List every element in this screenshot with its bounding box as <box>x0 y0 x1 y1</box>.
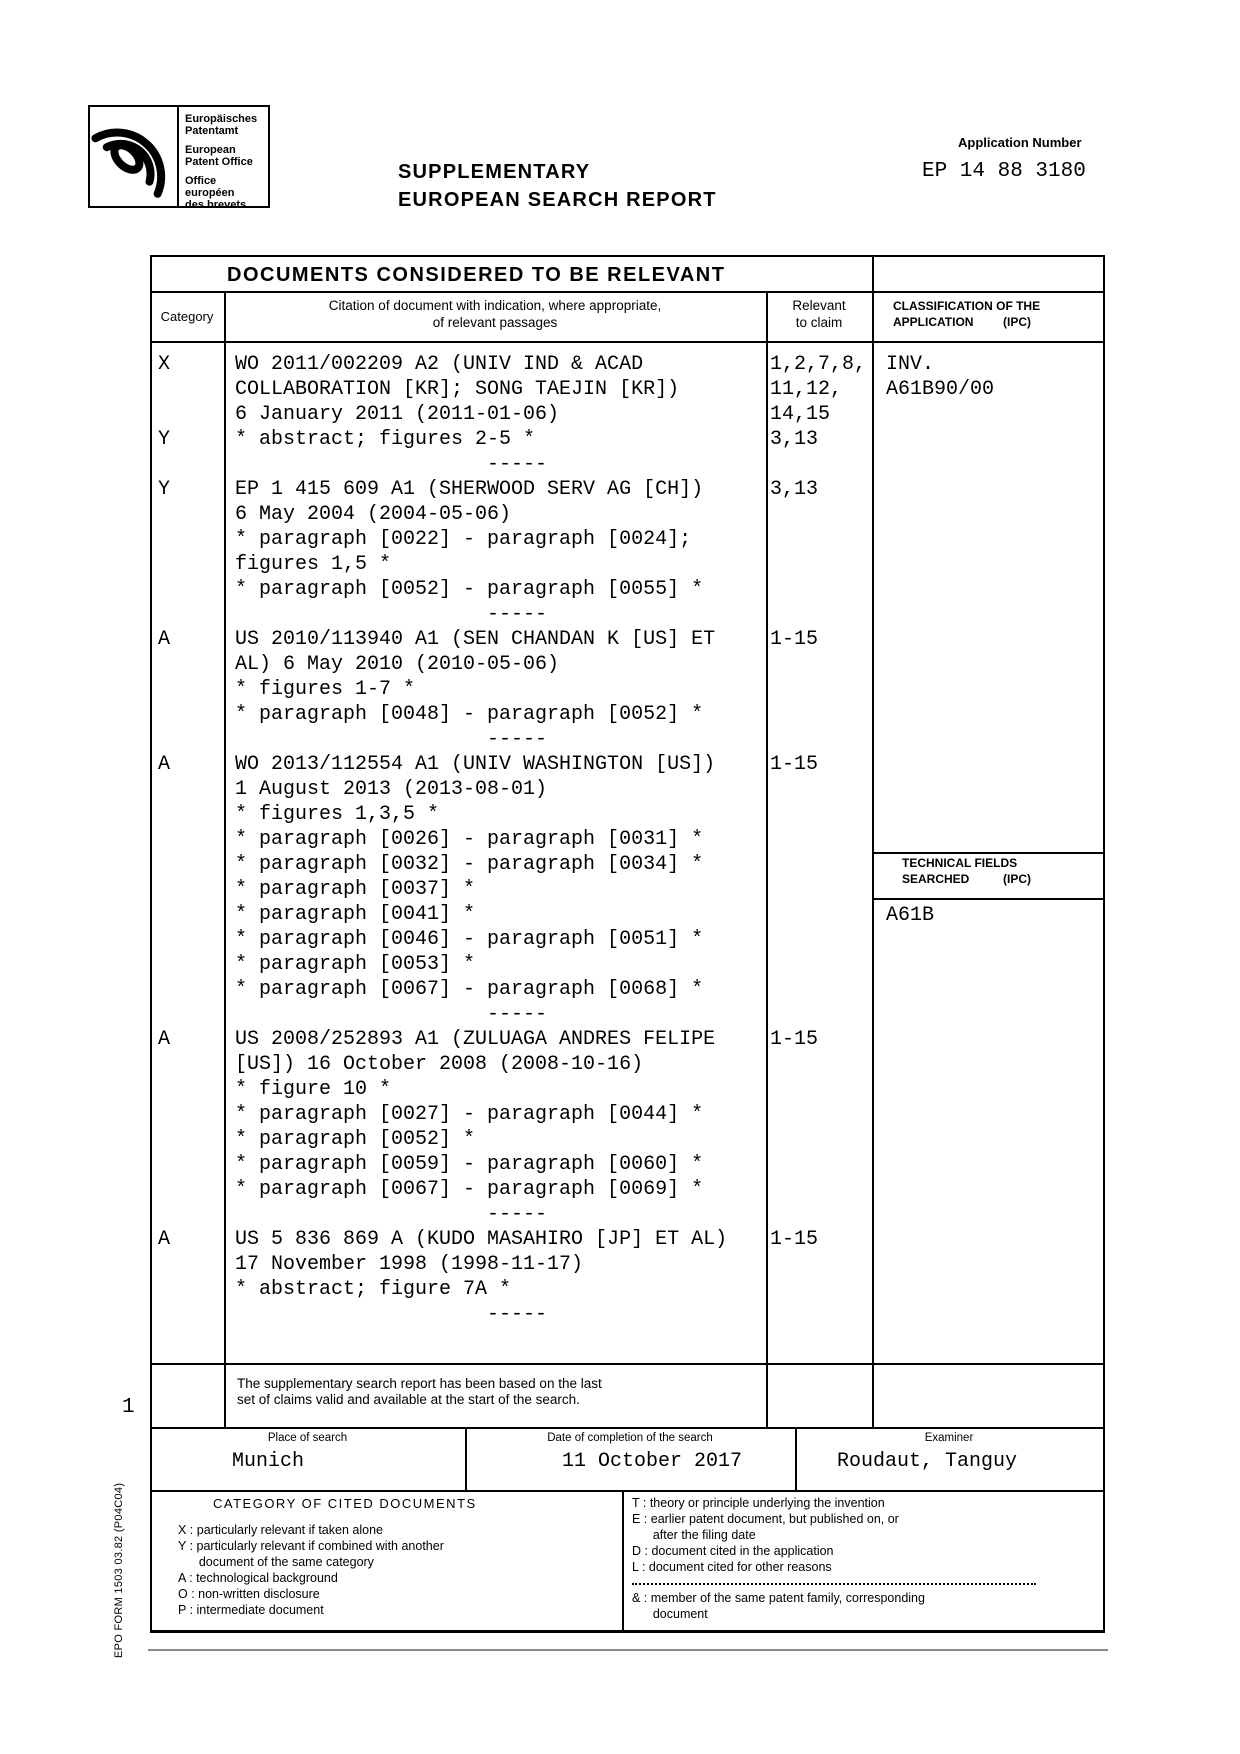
technical-fields-label-line1: TECHNICAL FIELDS <box>902 856 1018 870</box>
citation-header-line2: of relevant passages <box>432 315 558 330</box>
techfields-bottom-border <box>872 898 1105 900</box>
note-line1: The supplementary search report has been based on the last <box>237 1376 602 1391</box>
search-basis-note <box>237 1376 602 1408</box>
note-line2: set of claims valid and available at the start of the search. <box>237 1392 580 1407</box>
classification-column-border <box>872 255 874 1427</box>
epo-logo-icon <box>90 107 177 206</box>
examiner-value: Roudaut, Tanguy <box>837 1450 1018 1473</box>
legend-dotted-separator <box>632 1583 1036 1585</box>
date-of-completion-label: Date of completion of the search <box>547 1432 713 1444</box>
page-number: 1 <box>122 1396 135 1419</box>
category-column-header: Category <box>160 309 214 324</box>
relevant-header-line1: Relevant <box>792 298 846 313</box>
relevant-header-line2: to claim <box>795 315 843 330</box>
legend-right-list-bottom: & : member of the same patent family, corresponding document <box>632 1591 925 1621</box>
table-title: DOCUMENTS CONSIDERED TO BE RELEVANT <box>227 264 726 286</box>
technical-fields-label-ipc: (IPC) <box>1003 872 1031 886</box>
legend-right-list-top: T : theory or principle underlying the invention E : earlier patent document, but published on, or after the filing date D : document cited in the application L : document cited for other reasons <box>632 1496 899 1574</box>
footer-row-top-border <box>150 1427 1105 1429</box>
claims-column-border <box>766 291 768 1427</box>
relevant-column-header <box>766 297 872 331</box>
legend-column-separator <box>622 1490 624 1632</box>
epo-logo-labels: Europäisches Patentamt European Patent Office Office européen des brevets <box>185 113 258 211</box>
table-left-border <box>150 255 152 1633</box>
claims-column: 1,2,7,8, 11,12, 14,15 3,13 3,13 1-15 1-15 1-15 1-15 <box>770 353 867 1251</box>
classification-header-line1: CLASSIFICATION OF THE <box>893 299 1041 313</box>
table-bottom-border <box>150 1630 1105 1633</box>
table-right-border <box>1103 255 1105 1633</box>
place-of-search-value: Munich <box>232 1450 305 1473</box>
legend-left-list: X : particularly relevant if taken alone Y : particularly relevant if combined with another document of the same category A : technological background O : non-written disclosure P : intermediate document <box>178 1523 444 1617</box>
classification-header-ipc: (IPC) <box>1003 315 1031 329</box>
logo-divider <box>177 107 179 206</box>
date-of-completion-value: 11 October 2017 <box>562 1450 743 1473</box>
note-row-top-border <box>150 1363 1105 1365</box>
techfields-top-border <box>872 852 1105 854</box>
classification-column: INV. A61B90/00 <box>886 353 995 401</box>
table-top-border <box>150 255 1105 257</box>
citation-column: WO 2011/002209 A2 (UNIV IND & ACAD COLLABORATION [KR]; SONG TAEJIN [KR]) 6 January 2011 (2011-01-06) * abstract; figures 2-5 * ----- EP 1 415 609 A1 (SHERWOOD SERV AG [CH]) 6 May 2004 (2004-05-06) * paragraph [0022] - paragraph [0024]; figures 1,5 * * paragraph [0052] - paragraph [0055] * ----- US 2010/113940 A1 (SEN CHANDAN K [US] ET AL) 6 May 2010 (2010-05-06) * figures 1-7 * * paragraph [0048] - paragraph [0052] * ----- WO 2013/112554 A1 (UNIV WASHINGTON [US]) 1 August 2013 (2013-08-01) * figures 1,3,5 * * paragraph [0026] - paragraph [0031] * * paragraph [0032] - paragraph [0034] * * paragraph [0037] * * paragraph [0041] * * paragraph [0046] - paragraph [0051] * * paragraph [0053] * * paragraph [0067] - paragraph [0068] * ----- US 2008/252893 A1 (ZULUAGA ANDRES FELIPE [US]) 16 October 2008 (2008-10-16) * figure 10 * * paragraph [0027] - paragraph [0044] * * paragraph [0052] * * paragraph [0059] - paragraph [0060] * * paragraph [0067] - paragraph [0069] * ----- US 5 836 869 A (KUDO MASAHIRO [JP] ET AL) 17 November 1998 (1998-11-17) * abstract; figure 7A * ----- <box>235 353 728 1326</box>
application-number-label: Application Number <box>958 135 1082 150</box>
title-row-border <box>150 291 1105 293</box>
citation-column-header <box>224 297 766 331</box>
examiner-label: Examiner <box>924 1432 974 1444</box>
place-of-search-label: Place of search <box>267 1432 348 1444</box>
technical-fields-value: A61B <box>886 904 935 927</box>
technical-fields-label-line2: SEARCHED <box>902 872 970 886</box>
header-row-border <box>150 341 1105 343</box>
report-title-line1: SUPPLEMENTARY <box>398 161 591 183</box>
epo-logo-box <box>88 105 270 211</box>
category-column: X Y Y A A A A <box>158 353 171 1251</box>
application-number-value: EP 14 88 3180 <box>922 160 1086 183</box>
legend-top-border <box>150 1490 1105 1492</box>
category-column-border <box>224 291 226 1427</box>
legend-title: CATEGORY OF CITED DOCUMENTS <box>213 1496 477 1511</box>
page-edge-line <box>148 1649 1108 1651</box>
report-title <box>398 158 717 214</box>
citation-header-line1: Citation of document with indication, where appropriate, <box>328 298 662 313</box>
classification-header-line2: APPLICATION <box>893 315 974 329</box>
report-title-line2: EUROPEAN SEARCH REPORT <box>398 189 717 211</box>
form-identifier: EPO FORM 1503 03.82 (P04C04) <box>113 1482 125 1658</box>
